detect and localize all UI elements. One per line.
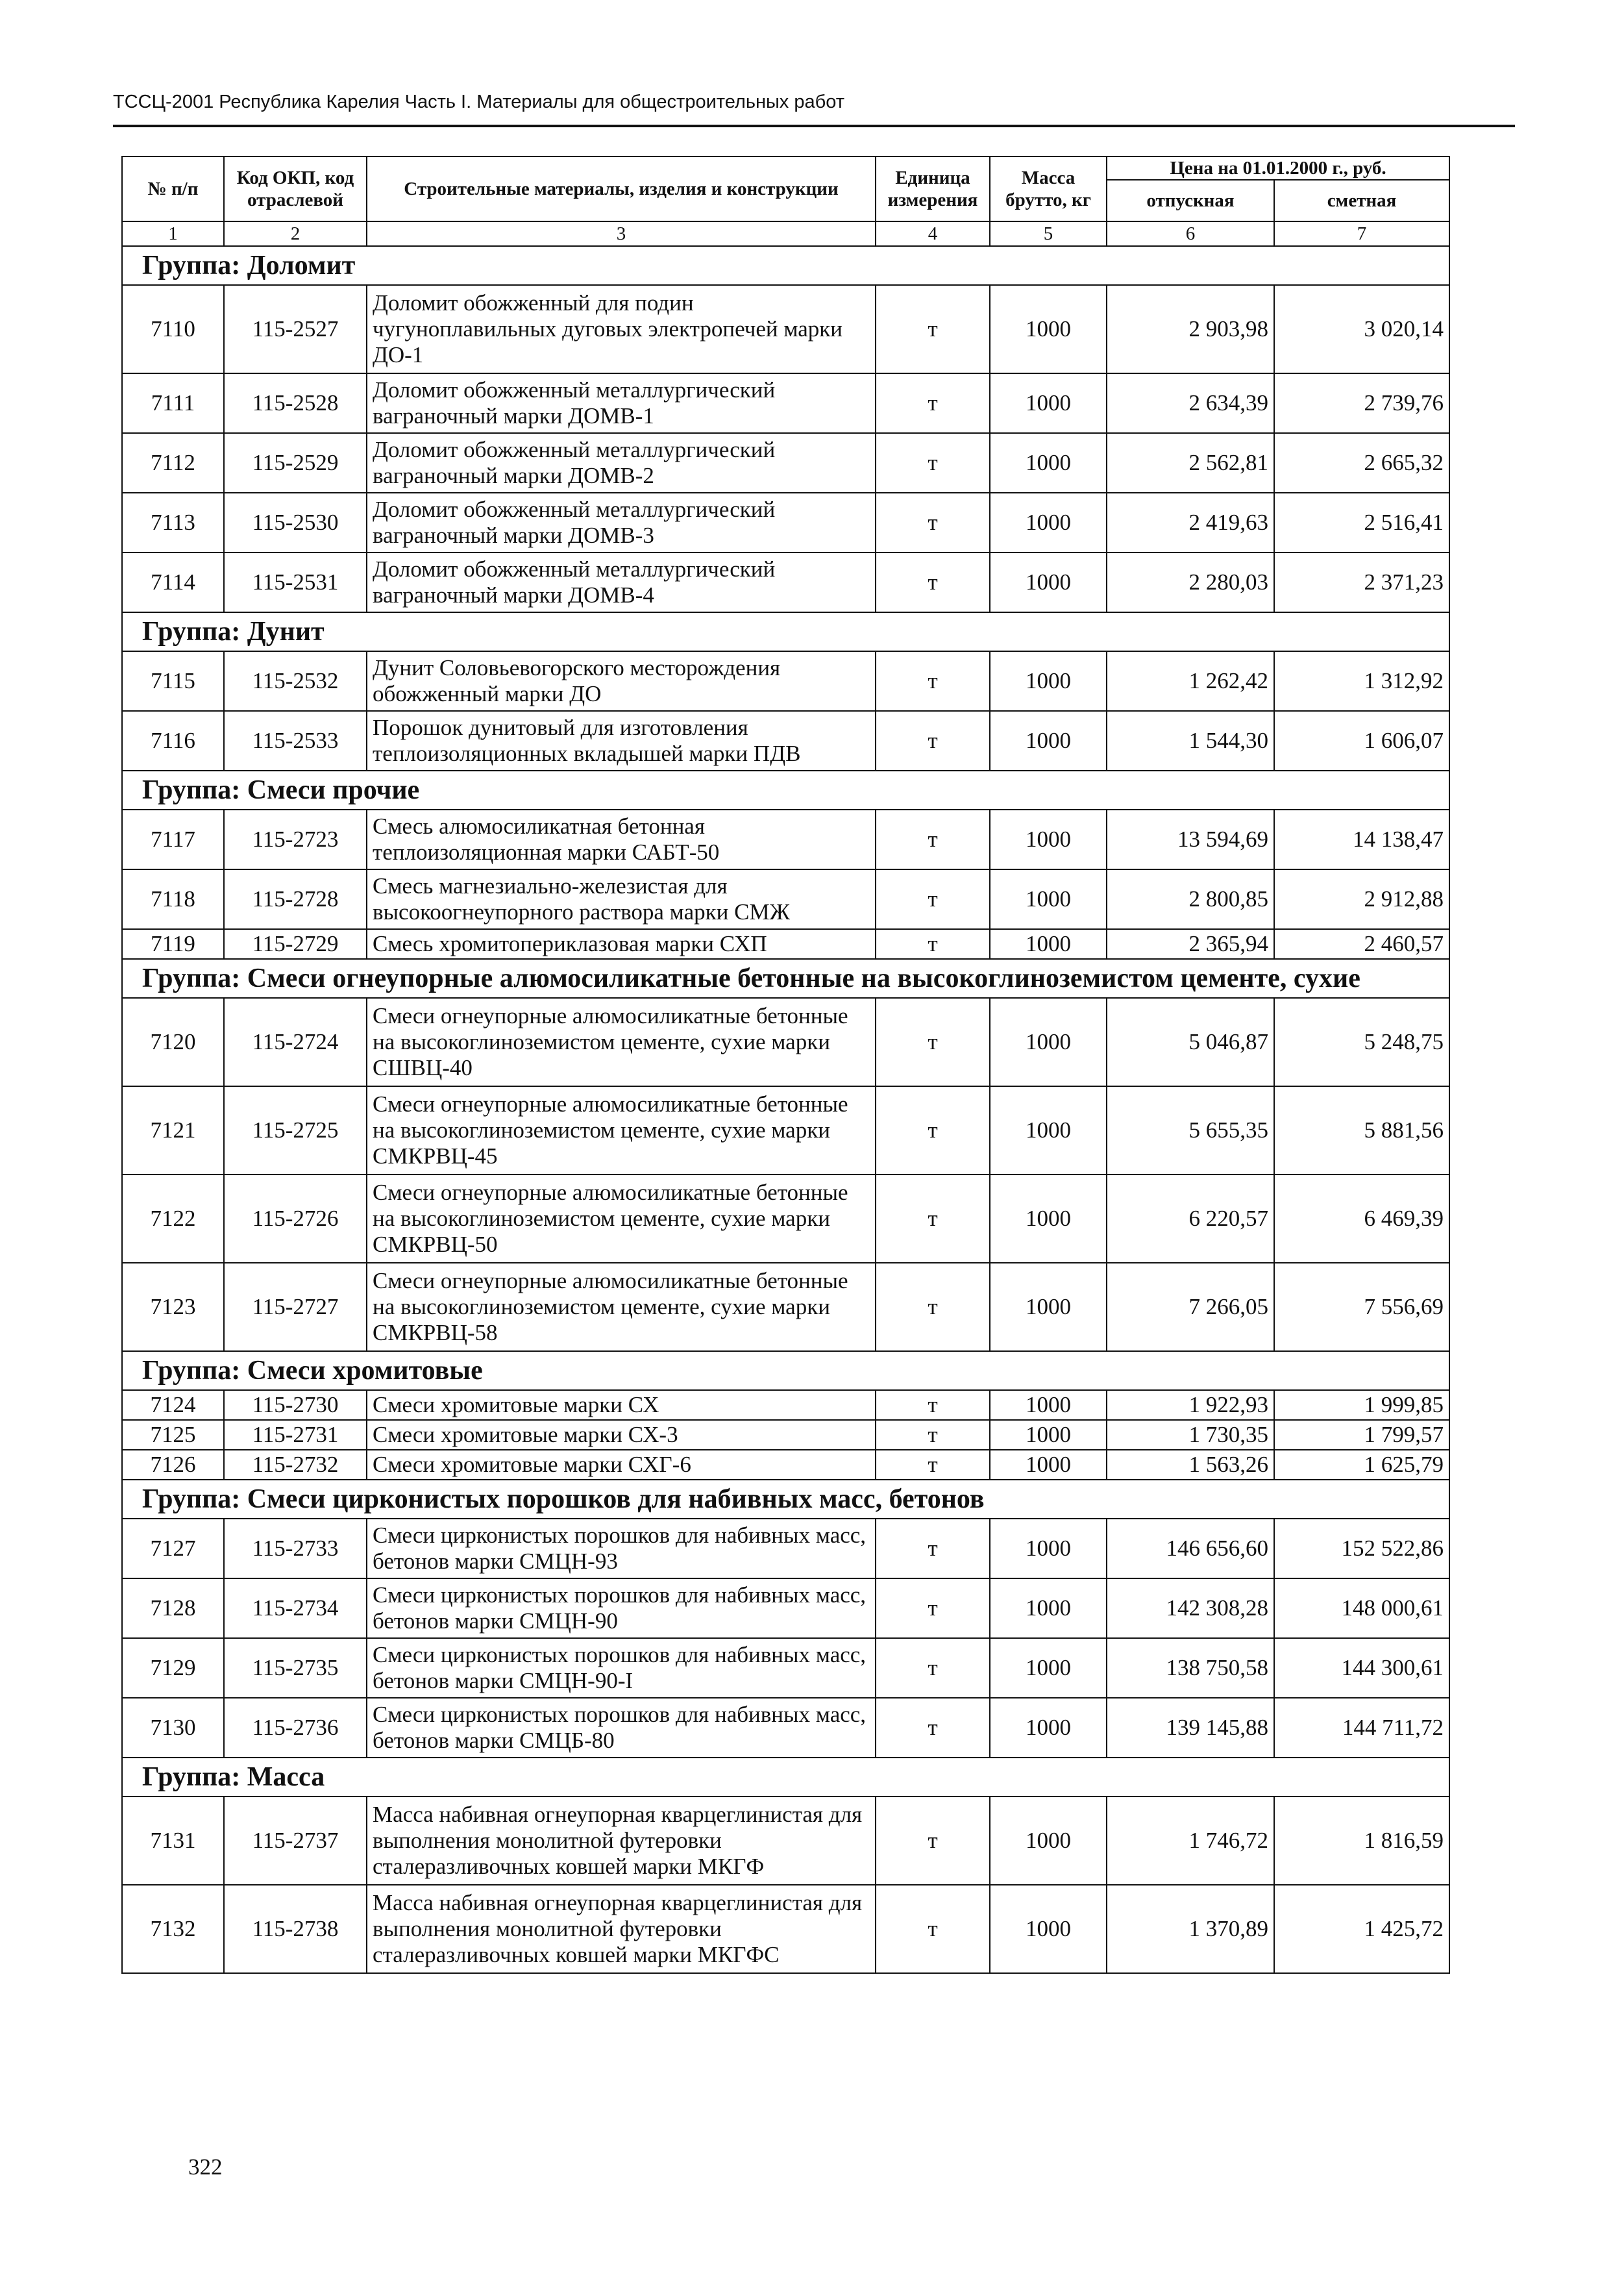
running-head: ТССЦ-2001 Республика Карелия Часть I. Материалы для общестроительных работ — [113, 92, 845, 112]
okp-code: 115-2732 — [224, 1450, 367, 1480]
row-number: 7113 — [122, 493, 224, 553]
unit: т — [876, 1578, 990, 1638]
gross-mass: 1000 — [990, 929, 1107, 959]
header-release-price: отпускная — [1107, 180, 1274, 221]
material-name: Смеси хромитовые марки СХГ-6 — [367, 1450, 876, 1480]
estimate-price: 2 460,57 — [1274, 929, 1449, 959]
gross-mass: 1000 — [990, 998, 1107, 1086]
okp-code: 115-2725 — [224, 1086, 367, 1175]
material-name: Доломит обожженный металлургический ваграночный марки ДОМВ-4 — [367, 553, 876, 612]
material-name: Смесь алюмосиликатная бетонная теплоизоляционная марки САБТ-50 — [367, 810, 876, 869]
okp-code: 115-2736 — [224, 1698, 367, 1758]
header-number: № п/п — [122, 156, 224, 221]
release-price: 1 544,30 — [1107, 711, 1274, 771]
okp-code: 115-2738 — [224, 1885, 367, 1973]
table-row — [122, 1420, 1449, 1450]
row-number: 7131 — [122, 1797, 224, 1885]
row-number: 7112 — [122, 433, 224, 493]
gross-mass: 1000 — [990, 1175, 1107, 1263]
table-row — [122, 1263, 1449, 1351]
estimate-price: 144 300,61 — [1274, 1638, 1449, 1698]
material-name: Порошок дунитовый для изготовления теплоизоляционных вкладышей марки ПДВ — [367, 711, 876, 771]
release-price: 2 634,39 — [1107, 373, 1274, 433]
okp-code: 115-2723 — [224, 810, 367, 869]
okp-code: 115-2728 — [224, 869, 367, 929]
group-row — [122, 771, 1449, 810]
material-name: Смеси цирконистых порошков для набивных масс, бетонов марки СМЦБ-80 — [367, 1698, 876, 1758]
row-number: 7127 — [122, 1519, 224, 1578]
row-number: 7110 — [122, 285, 224, 373]
release-price: 138 750,58 — [1107, 1638, 1274, 1698]
unit: т — [876, 1420, 990, 1450]
estimate-price: 2 739,76 — [1274, 373, 1449, 433]
column-number: 7 — [1274, 221, 1449, 246]
table-row — [122, 1578, 1449, 1638]
material-name: Смеси огнеупорные алюмосиликатные бетонные на высокоглиноземистом цементе, сухие марки СМКРВЦ-50 — [367, 1175, 876, 1263]
row-number: 7130 — [122, 1698, 224, 1758]
release-price: 2 800,85 — [1107, 869, 1274, 929]
release-price: 142 308,28 — [1107, 1578, 1274, 1638]
gross-mass: 1000 — [990, 1885, 1107, 1973]
table-row — [122, 493, 1449, 553]
estimate-price: 1 799,57 — [1274, 1420, 1449, 1450]
estimate-price: 14 138,47 — [1274, 810, 1449, 869]
release-price: 13 594,69 — [1107, 810, 1274, 869]
release-price: 146 656,60 — [1107, 1519, 1274, 1578]
release-price: 1 563,26 — [1107, 1450, 1274, 1480]
estimate-price: 2 516,41 — [1274, 493, 1449, 553]
column-number: 3 — [367, 221, 876, 246]
row-number: 7119 — [122, 929, 224, 959]
row-number: 7128 — [122, 1578, 224, 1638]
estimate-price: 1 312,92 — [1274, 651, 1449, 711]
group-row — [122, 612, 1449, 651]
column-number: 2 — [224, 221, 367, 246]
release-price: 6 220,57 — [1107, 1175, 1274, 1263]
row-number: 7116 — [122, 711, 224, 771]
material-name: Смеси хромитовые марки СХ — [367, 1390, 876, 1420]
unit: т — [876, 1263, 990, 1351]
okp-code: 115-2734 — [224, 1578, 367, 1638]
estimate-price: 5 248,75 — [1274, 998, 1449, 1086]
release-price: 1 262,42 — [1107, 651, 1274, 711]
okp-code: 115-2729 — [224, 929, 367, 959]
unit: т — [876, 1175, 990, 1263]
gross-mass: 1000 — [990, 373, 1107, 433]
release-price: 5 046,87 — [1107, 998, 1274, 1086]
column-number: 6 — [1107, 221, 1274, 246]
group-title: Группа: Масса — [122, 1758, 1449, 1797]
release-price: 1 746,72 — [1107, 1797, 1274, 1885]
group-title: Группа: Смеси хромитовые — [122, 1351, 1449, 1390]
table-row — [122, 651, 1449, 711]
group-title: Группа: Смеси прочие — [122, 771, 1449, 810]
header-price-group: Цена на 01.01.2000 г., руб. — [1107, 156, 1449, 180]
group-title: Группа: Дунит — [122, 612, 1449, 651]
gross-mass: 1000 — [990, 1638, 1107, 1698]
table-row — [122, 373, 1449, 433]
estimate-price: 7 556,69 — [1274, 1263, 1449, 1351]
okp-code: 115-2527 — [224, 285, 367, 373]
gross-mass: 1000 — [990, 1263, 1107, 1351]
table-row — [122, 1519, 1449, 1578]
header-rule — [113, 125, 1515, 127]
gross-mass: 1000 — [990, 1390, 1107, 1420]
group-row — [122, 1351, 1449, 1390]
okp-code: 115-2528 — [224, 373, 367, 433]
estimate-price: 1 425,72 — [1274, 1885, 1449, 1973]
table-row — [122, 1175, 1449, 1263]
material-name: Смеси огнеупорные алюмосиликатные бетонные на высокоглиноземистом цементе, сухие марки СМКРВЦ-45 — [367, 1086, 876, 1175]
estimate-price: 3 020,14 — [1274, 285, 1449, 373]
row-number: 7118 — [122, 869, 224, 929]
row-number: 7129 — [122, 1638, 224, 1698]
table-body — [122, 246, 1449, 1973]
estimate-price: 1 625,79 — [1274, 1450, 1449, 1480]
unit: т — [876, 1885, 990, 1973]
page-number: 322 — [188, 2154, 223, 2180]
table-row — [122, 998, 1449, 1086]
release-price: 139 145,88 — [1107, 1698, 1274, 1758]
material-name: Доломит обожженный для подин чугуноплавильных дуговых электропечей марки ДО-1 — [367, 285, 876, 373]
row-number: 7125 — [122, 1420, 224, 1450]
estimate-price: 148 000,61 — [1274, 1578, 1449, 1638]
gross-mass: 1000 — [990, 869, 1107, 929]
table-row — [122, 1698, 1449, 1758]
row-number: 7122 — [122, 1175, 224, 1263]
material-name: Смеси хромитовые марки СХ-3 — [367, 1420, 876, 1450]
estimate-price: 2 665,32 — [1274, 433, 1449, 493]
release-price: 2 280,03 — [1107, 553, 1274, 612]
group-row — [122, 1758, 1449, 1797]
estimate-price: 1 606,07 — [1274, 711, 1449, 771]
unit: т — [876, 493, 990, 553]
material-name: Смеси цирконистых порошков для набивных масс, бетонов марки СМЦН-90 — [367, 1578, 876, 1638]
material-name: Смеси огнеупорные алюмосиликатные бетонные на высокоглиноземистом цементе, сухие марки СМКРВЦ-58 — [367, 1263, 876, 1351]
table-row — [122, 869, 1449, 929]
okp-code: 115-2529 — [224, 433, 367, 493]
release-price: 1 370,89 — [1107, 1885, 1274, 1973]
header-material: Строительные материалы, изделия и конструкции — [367, 156, 876, 221]
unit: т — [876, 711, 990, 771]
material-name: Смесь магнезиально-железистая для высокоогнеупорного раствора марки СМЖ — [367, 869, 876, 929]
okp-code: 115-2733 — [224, 1519, 367, 1578]
gross-mass: 1000 — [990, 1698, 1107, 1758]
estimate-price: 1 816,59 — [1274, 1797, 1449, 1885]
material-name: Смеси цирконистых порошков для набивных масс, бетонов марки СМЦН-93 — [367, 1519, 876, 1578]
gross-mass: 1000 — [990, 651, 1107, 711]
okp-code: 115-2737 — [224, 1797, 367, 1885]
estimate-price: 2 371,23 — [1274, 553, 1449, 612]
row-number: 7123 — [122, 1263, 224, 1351]
material-name: Доломит обожженный металлургический ваграночный марки ДОМВ-2 — [367, 433, 876, 493]
gross-mass: 1000 — [990, 810, 1107, 869]
release-price: 2 562,81 — [1107, 433, 1274, 493]
gross-mass: 1000 — [990, 1519, 1107, 1578]
okp-code: 115-2530 — [224, 493, 367, 553]
group-row — [122, 959, 1449, 998]
okp-code: 115-2726 — [224, 1175, 367, 1263]
table-row — [122, 1797, 1449, 1885]
unit: т — [876, 373, 990, 433]
table-row — [122, 1086, 1449, 1175]
unit: т — [876, 1797, 990, 1885]
gross-mass: 1000 — [990, 285, 1107, 373]
table-row — [122, 285, 1449, 373]
unit: т — [876, 1086, 990, 1175]
okp-code: 115-2533 — [224, 711, 367, 771]
column-number-row — [122, 221, 1449, 246]
okp-code: 115-2532 — [224, 651, 367, 711]
estimate-price: 6 469,39 — [1274, 1175, 1449, 1263]
row-number: 7115 — [122, 651, 224, 711]
row-number: 7126 — [122, 1450, 224, 1480]
material-name: Дунит Соловьевогорского месторождения обожженный марки ДО — [367, 651, 876, 711]
table-row — [122, 1450, 1449, 1480]
unit: т — [876, 1698, 990, 1758]
estimate-price: 1 999,85 — [1274, 1390, 1449, 1420]
okp-code: 115-2531 — [224, 553, 367, 612]
row-number: 7114 — [122, 553, 224, 612]
unit: т — [876, 1638, 990, 1698]
header-row — [122, 156, 1449, 180]
okp-code: 115-2730 — [224, 1390, 367, 1420]
row-number: 7132 — [122, 1885, 224, 1973]
row-number: 7124 — [122, 1390, 224, 1420]
material-name: Смеси цирконистых порошков для набивных масс, бетонов марки СМЦН-90-I — [367, 1638, 876, 1698]
estimate-price: 5 881,56 — [1274, 1086, 1449, 1175]
group-title: Группа: Доломит — [122, 246, 1449, 285]
material-name: Смеси огнеупорные алюмосиликатные бетонные на высокоглиноземистом цементе, сухие марки СШВЦ-40 — [367, 998, 876, 1086]
okp-code: 115-2731 — [224, 1420, 367, 1450]
okp-code: 115-2727 — [224, 1263, 367, 1351]
price-table — [121, 156, 1450, 1974]
header-okp-code: Код ОКП, код отраслевой — [224, 156, 367, 221]
release-price: 7 266,05 — [1107, 1263, 1274, 1351]
unit: т — [876, 651, 990, 711]
header-mass: Масса брутто, кг — [990, 156, 1107, 221]
release-price: 2 365,94 — [1107, 929, 1274, 959]
gross-mass: 1000 — [990, 1578, 1107, 1638]
group-row — [122, 246, 1449, 285]
release-price: 2 419,63 — [1107, 493, 1274, 553]
unit: т — [876, 869, 990, 929]
group-title: Группа: Смеси цирконистых порошков для набивных масс, бетонов — [122, 1480, 1449, 1519]
release-price: 5 655,35 — [1107, 1086, 1274, 1175]
gross-mass: 1000 — [990, 433, 1107, 493]
material-name: Смесь хромитопериклазовая марки СХП — [367, 929, 876, 959]
estimate-price: 2 912,88 — [1274, 869, 1449, 929]
release-price: 1 730,35 — [1107, 1420, 1274, 1450]
group-title: Группа: Смеси огнеупорные алюмосиликатные бетонные на высокоглиноземистом цементе, сухие — [122, 959, 1449, 998]
row-number: 7111 — [122, 373, 224, 433]
release-price: 1 922,93 — [1107, 1390, 1274, 1420]
gross-mass: 1000 — [990, 1420, 1107, 1450]
unit: т — [876, 553, 990, 612]
row-number: 7121 — [122, 1086, 224, 1175]
unit: т — [876, 810, 990, 869]
table-row — [122, 929, 1449, 959]
table-row — [122, 711, 1449, 771]
gross-mass: 1000 — [990, 1450, 1107, 1480]
material-name: Масса набивная огнеупорная кварцеглинистая для выполнения монолитной футеровки сталеразливочных ковшей марки МКГФ — [367, 1797, 876, 1885]
header-unit: Единица измерения — [876, 156, 990, 221]
unit: т — [876, 1519, 990, 1578]
row-number: 7117 — [122, 810, 224, 869]
table-row — [122, 433, 1449, 493]
estimate-price: 152 522,86 — [1274, 1519, 1449, 1578]
table-row — [122, 553, 1449, 612]
material-name: Доломит обожженный металлургический ваграночный марки ДОМВ-1 — [367, 373, 876, 433]
gross-mass: 1000 — [990, 711, 1107, 771]
unit: т — [876, 998, 990, 1086]
gross-mass: 1000 — [990, 1797, 1107, 1885]
unit: т — [876, 1450, 990, 1480]
release-price: 2 903,98 — [1107, 285, 1274, 373]
gross-mass: 1000 — [990, 1086, 1107, 1175]
unit: т — [876, 1390, 990, 1420]
header-estimate-price: сметная — [1274, 180, 1449, 221]
column-number: 1 — [122, 221, 224, 246]
okp-code: 115-2724 — [224, 998, 367, 1086]
row-number: 7120 — [122, 998, 224, 1086]
table-row — [122, 1638, 1449, 1698]
table-row — [122, 1390, 1449, 1420]
gross-mass: 1000 — [990, 493, 1107, 553]
unit: т — [876, 929, 990, 959]
table-row — [122, 810, 1449, 869]
table-row — [122, 1885, 1449, 1973]
unit: т — [876, 285, 990, 373]
column-number: 4 — [876, 221, 990, 246]
okp-code: 115-2735 — [224, 1638, 367, 1698]
group-row — [122, 1480, 1449, 1519]
gross-mass: 1000 — [990, 553, 1107, 612]
material-name: Доломит обожженный металлургический ваграночный марки ДОМВ-3 — [367, 493, 876, 553]
unit: т — [876, 433, 990, 493]
material-name: Масса набивная огнеупорная кварцеглинистая для выполнения монолитной футеровки сталеразливочных ковшей марки МКГФС — [367, 1885, 876, 1973]
estimate-price: 144 711,72 — [1274, 1698, 1449, 1758]
column-number: 5 — [990, 221, 1107, 246]
